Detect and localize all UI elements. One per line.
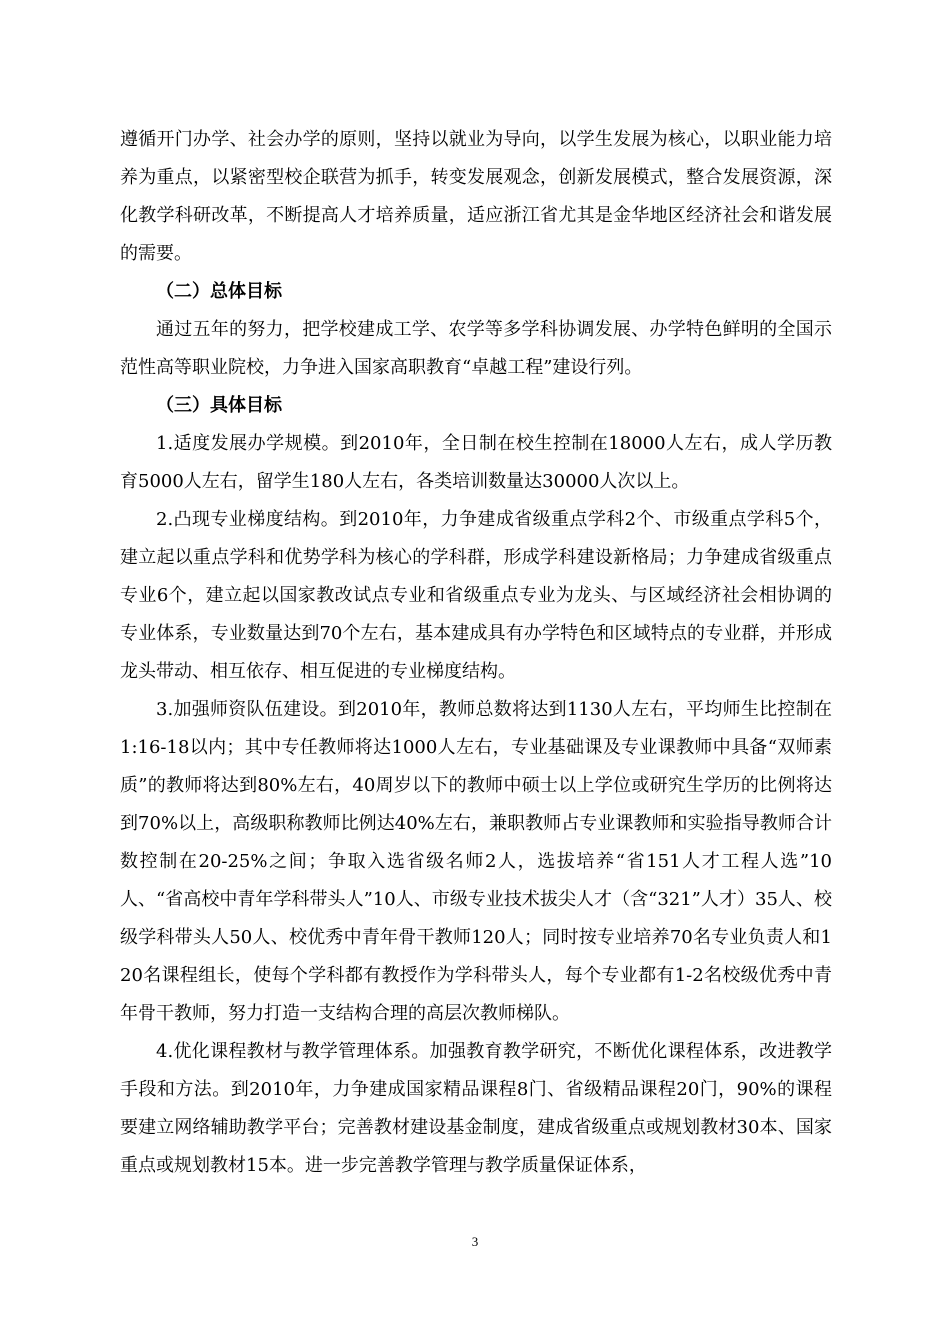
heading-specific-goals: （三）具体目标	[156, 395, 282, 416]
heading-overall-goal: （二）总体目标	[156, 281, 282, 302]
paragraph-goal-2-majors: 2.凸现专业梯度结构。到2010年，力争建成省级重点学科2个、市级重点学科5个，建立起以重点学科和优势学科为核心的学科群，形成学科建设新格局；力争建成省级重点专业6个，建立起以国家教改试点专业和省级重点专业为龙头、与区域经济社会相协调的专业体系，专业数量达到70个左右，基本建成具有办学特色和区域特点的专业群，并形成龙头带动、相互依存、相互促进的专业梯度结构。	[120, 509, 832, 682]
paragraph-guiding-principle: 遵循开门办学、社会办学的原则，坚持以就业为导向，以学生发展为核心，以职业能力培养为重点，以紧密型校企联营为抓手，转变发展观念，创新发展模式，整合发展资源，深化教学科研改革，不断提高人才培养质量，适应浙江省尤其是金华地区经济社会和谐发展的需要。	[120, 129, 832, 264]
paragraph-goal-3-faculty: 3.加强师资队伍建设。到2010年，教师总数将达到1130人左右，平均师生比控制在1:16-18以内；其中专任教师将达1000人左右，专业基础课及专业课教师中具备“双师素质”的教师将达到80%左右，40周岁以下的教师中硕士以上学位或研究生学历的比例将达到70%以上，高级职称教师比例达40%左右，兼职教师占专业课教师和实验指导教师合计数控制在20-25%之间；争取入选省级名师2人，选拔培养“省151人才工程人选”10人、“省高校中青年学科带头人”10人、市级专业技术拔尖人才（含“321”人才）35人、校级学科带头人50人、校优秀中青年骨干教师120人；同时按专业培养70名专业负责人和120名课程组长，使每个学科都有教授作为学科带头人，每个专业都有1-2名校级优秀中青年骨干教师，努力打造一支结构合理的高层次教师梯队。	[120, 699, 832, 1024]
paragraph-overall-goal: 通过五年的努力，把学校建成工学、农学等多学科协调发展、办学特色鲜明的全国示范性高等职业院校，力争进入国家高职教育“卓越工程”建设行列。	[120, 319, 832, 378]
paragraph-goal-1-scale: 1.适度发展办学规模。到2010年，全日制在校生控制在18000人左右，成人学历教育5000人左右，留学生180人左右，各类培训数量达30000人次以上。	[120, 433, 832, 492]
document-body	[120, 121, 832, 1185]
paragraph-goal-4-curriculum: 4.优化课程教材与教学管理体系。加强教育教学研究，不断优化课程体系，改进教学手段和方法。到2010年，力争建成国家精品课程8门、省级精品课程20门，90%的课程要建立网络辅助教学平台；完善教材建设基金制度，建成省级重点或规划教材30本、国家重点或规划教材15本。进一步完善教学管理与教学质量保证体系，	[120, 1041, 832, 1176]
page-number: 3	[471, 1234, 479, 1249]
